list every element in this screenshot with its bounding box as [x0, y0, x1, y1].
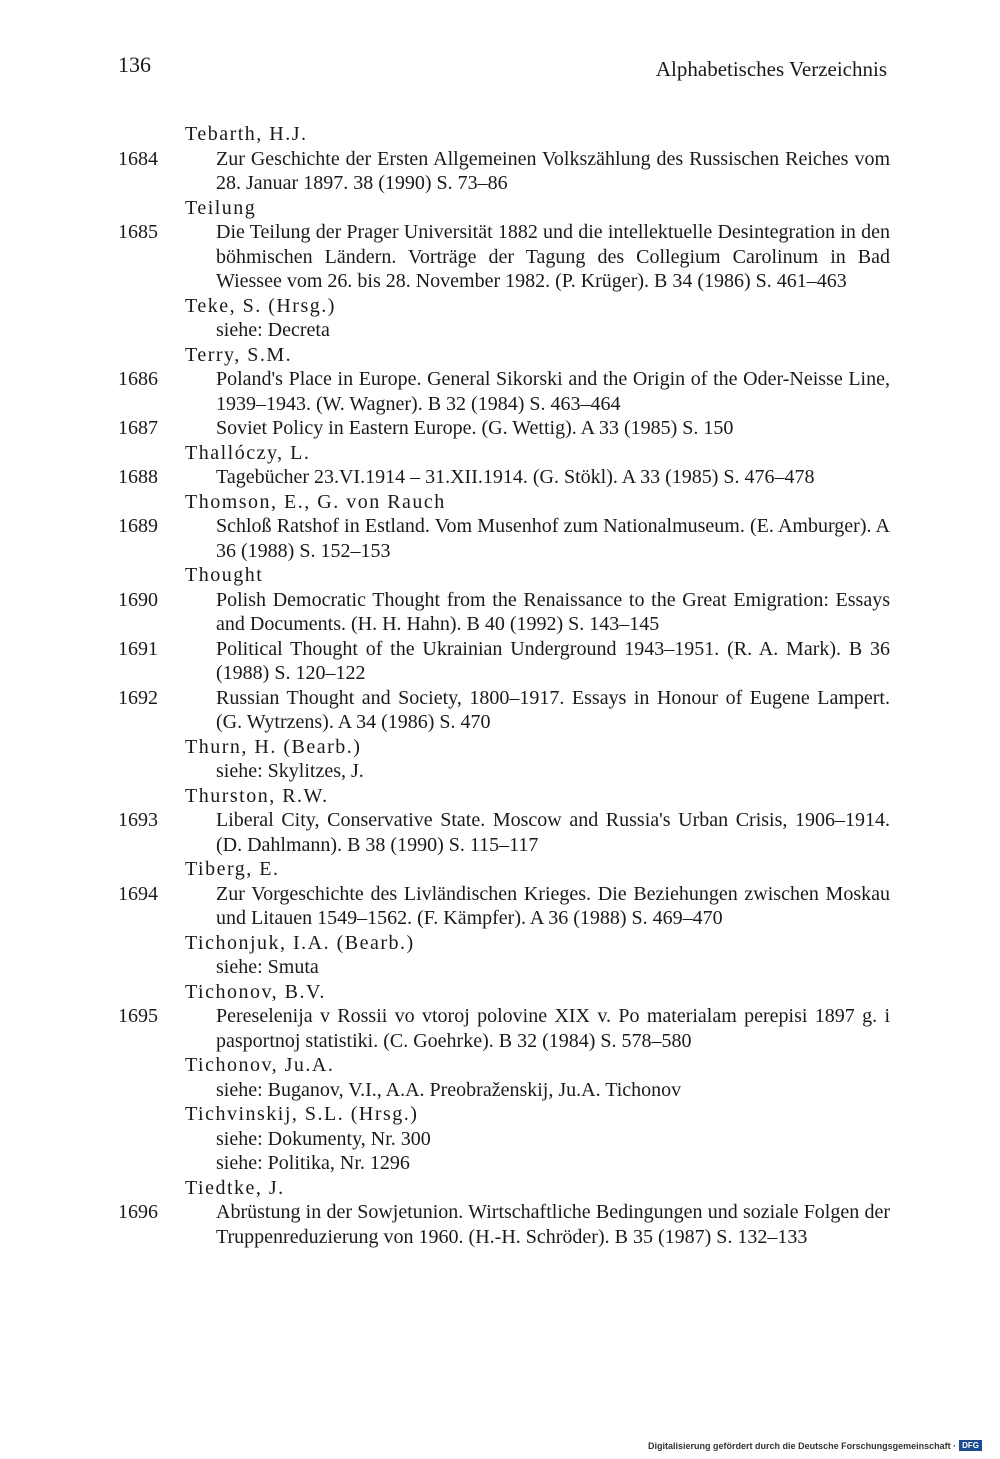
see-reference: siehe: Dokumenty, Nr. 300 [216, 1127, 431, 1150]
author-heading: Tebarth, H.J. [185, 123, 308, 145]
index-entry [118, 686, 890, 735]
entry-text: Political Thought of the Ukrainian Underground 1943–1951. (R. A. Mark). B 36 (1988) S. 120–122 [216, 637, 890, 684]
index-entry [118, 416, 890, 441]
author-heading: Tiberg, E. [185, 858, 280, 880]
entry-number: 1689 [118, 515, 158, 537]
see-reference: siehe: Politika, Nr. 1296 [216, 1152, 410, 1174]
entry-text: Russian Thought and Society, 1800–1917. Essays in Honour of Eugene Lampert. (G. Wytrzens). A 34 (1986) S. 470 [216, 686, 890, 733]
author-heading: Tichonjuk, I.A. (Bearb.) [185, 931, 415, 954]
index-entry [118, 882, 890, 931]
entry-number: 1685 [118, 221, 158, 243]
see-reference: siehe: Smuta [216, 956, 319, 978]
index-entry [118, 637, 890, 686]
author-heading: Tichonov, Ju.A. [185, 1054, 335, 1076]
index-entry [118, 808, 890, 857]
entry-number: 1692 [118, 686, 158, 709]
dfg-logo: DFG [959, 1440, 982, 1451]
author-heading: Teilung [185, 196, 257, 219]
entry-text: Poland's Place in Europe. General Sikorski and the Origin of the Oder-Neisse Line, 1939–1943. (W. Wagner). B 32 (1984) S. 463–464 [216, 368, 890, 415]
author-heading: Thallóczy, L. [185, 441, 311, 464]
entry-number: 1687 [118, 417, 158, 439]
entry-number: 1688 [118, 466, 158, 488]
entry-number: 1695 [118, 1005, 158, 1027]
index-entry [118, 367, 890, 416]
index-entry [118, 1200, 890, 1249]
entry-text: Tagebücher 23.VI.1914 – 31.XII.1914. (G. Stökl). A 33 (1985) S. 476–478 [216, 466, 815, 488]
author-heading: Tichvinskij, S.L. (Hrsg.) [185, 1103, 419, 1125]
author-heading: Thurston, R.W. [185, 784, 329, 807]
author-heading: Thurn, H. (Bearb.) [185, 735, 362, 758]
entry-text: Pereselenija v Rossii vo vtoroj polovine XIX v. Po materialam perepisi 1897 g. i pasportnoj statistiki. (C. Goehrke). B 32 (1984) S. 578–580 [216, 1005, 890, 1052]
author-heading: Tichonov, B.V. [185, 980, 326, 1003]
index-entry [118, 220, 890, 294]
entry-text: Soviet Policy in Eastern Europe. (G. Wettig). A 33 (1985) S. 150 [216, 417, 734, 439]
entry-text: Abrüstung in der Sowjetunion. Wirtschaftliche Bedingungen und soziale Folgen der Truppenreduzierung von 1960. (H.-H. Schröder). B 35 (1987) S. 132–133 [216, 1201, 890, 1248]
see-reference: siehe: Decreta [216, 319, 330, 341]
see-reference: siehe: Skylitzes, J. [216, 760, 364, 782]
entry-number: 1696 [118, 1201, 158, 1223]
entry-text: Liberal City, Conservative State. Moscow and Russia's Urban Crisis, 1906–1914. (D. Dahlmann). B 38 (1990) S. 115–117 [216, 809, 890, 856]
author-heading: Thomson, E., G. von Rauch [185, 490, 446, 513]
entry-number: 1694 [118, 882, 158, 905]
entry-number: 1686 [118, 368, 158, 390]
entry-text: Polish Democratic Thought from the Renaissance to the Great Emigration: Essays and Documents. (H. H. Hahn). B 40 (1992) S. 143–145 [216, 588, 890, 635]
page-number: 136 [118, 52, 151, 77]
index-entry [118, 1004, 890, 1053]
author-heading: Thought [185, 564, 264, 586]
author-heading: Terry, S.M. [185, 343, 293, 366]
entry-text: Zur Vorgeschichte des Livländischen Krieges. Die Beziehungen zwischen Moskau und Litauen 1549–1562. (F. Kämpfer). A 36 (1988) S. 469–470 [216, 882, 890, 929]
index-entry [118, 147, 890, 196]
index-entry [118, 465, 890, 490]
index-entry [118, 514, 890, 563]
entry-number: 1690 [118, 588, 158, 611]
entry-number: 1684 [118, 147, 158, 170]
index-entry [118, 588, 890, 637]
author-heading: Tiedtke, J. [185, 1176, 285, 1199]
running-title: Alphabetisches Verzeichnis [655, 57, 887, 81]
entry-text: Die Teilung der Prager Universität 1882 und die intellektuelle Desintegration in den böhmischen Ländern. Vorträge der Tagung des Collegium Carolinum in Bad Wiessee vom 26. bis 28. November 1982. (P. Krüger). B 34 (1986) S. 461–463 [216, 221, 890, 292]
see-reference: siehe: Buganov, V.I., A.A. Preobraženskij, Ju.A. Tichonov [216, 1078, 682, 1101]
entry-text: Schloß Ratshof in Estland. Vom Musenhof zum Nationalmuseum. (E. Amburger). A 36 (1988) S. 152–153 [216, 515, 890, 562]
index-entries [118, 122, 890, 1249]
credit-text: Digitalisierung gefördert durch die Deutsche Forschungsgemeinschaft · [648, 1440, 957, 1451]
entry-number: 1693 [118, 809, 158, 831]
digitization-credit [648, 1440, 982, 1451]
entry-text: Zur Geschichte der Ersten Allgemeinen Volkszählung des Russischen Reiches vom 28. Januar 1897. 38 (1990) S. 73–86 [216, 147, 890, 194]
author-heading: Teke, S. (Hrsg.) [185, 294, 336, 317]
entry-number: 1691 [118, 637, 158, 660]
